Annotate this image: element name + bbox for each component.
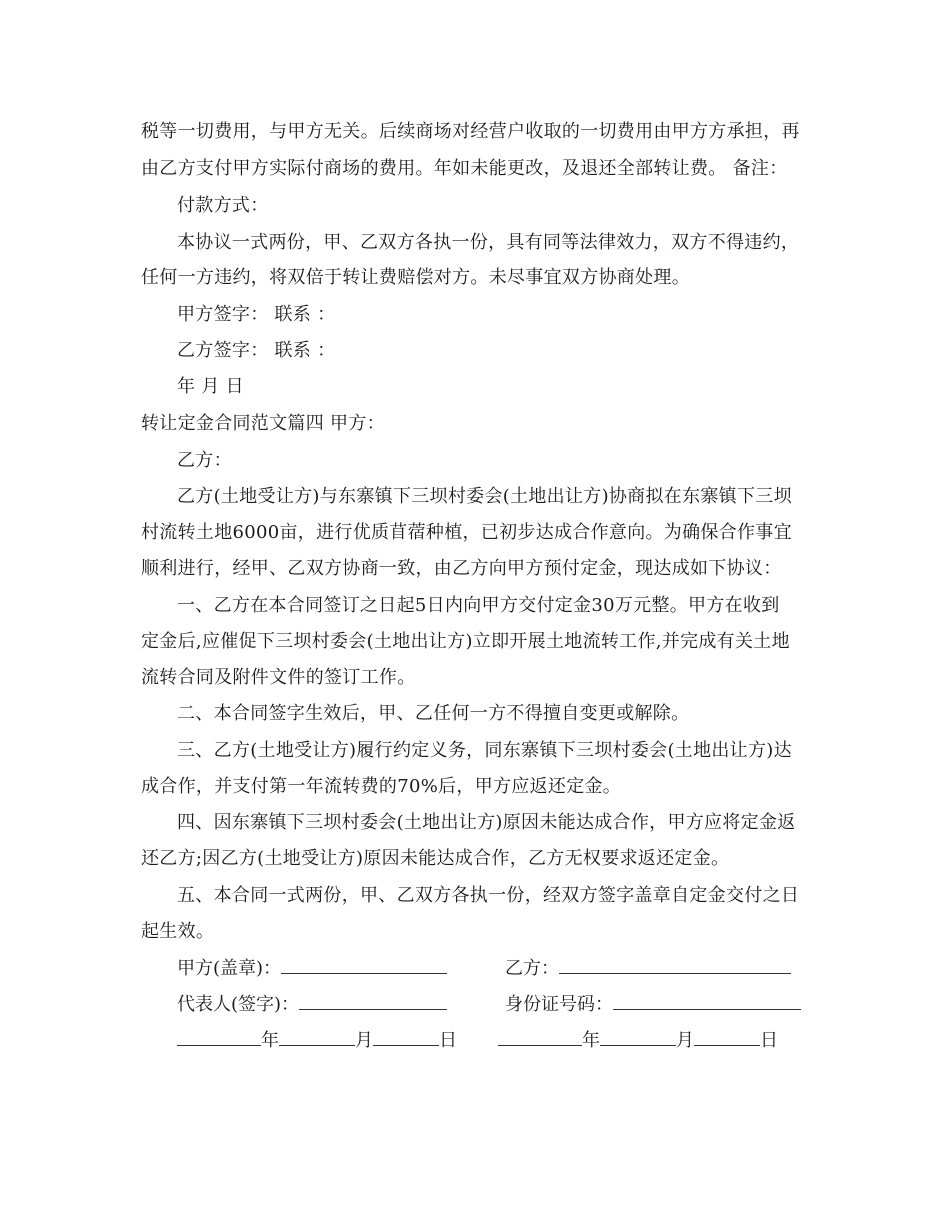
paragraph-line: 付款方式： (177, 195, 269, 216)
day-label: 日 (760, 1030, 778, 1051)
paragraph-line: 年 月 日 (177, 376, 244, 397)
representative-label: 代表人(签字)： (177, 994, 300, 1015)
id-number-label: 身份证号码： (505, 994, 613, 1015)
month-blank[interactable] (600, 1029, 676, 1046)
paragraph-line: 税等一切费用，与甲方无关。后续商场对经营户收取的一切费用由甲方方承担，再 (141, 121, 800, 142)
day-blank[interactable] (694, 1029, 760, 1046)
paragraph-line: 乙方： (177, 450, 232, 471)
date-field-right (498, 1029, 778, 1053)
paragraph-line: 甲方签字： 联系 ： (177, 304, 336, 325)
paragraph-line: 由乙方支付甲方实际付商场的费用。年如未能更改，及退还全部转让费。 备注： (141, 158, 788, 179)
party-b-blank[interactable] (559, 957, 791, 974)
party-a-seal-blank[interactable] (281, 957, 447, 974)
year-label: 年 (261, 1030, 279, 1051)
party-a-seal-label: 甲方(盖章)： (177, 958, 282, 979)
paragraph-line: 乙方(土地受让方)与东寨镇下三坝村委会(土地出让方)协商拟在东寨镇下三坝 (177, 486, 792, 507)
month-label: 月 (676, 1030, 694, 1051)
paragraph-line: 一、乙方在本合同签订之日起5日内向甲方交付定金30万元整。甲方在收到 (177, 595, 780, 616)
paragraph-line: 本协议一式两份，甲、乙双方各执一份，具有同等法律效力，双方不得违约， (177, 232, 800, 253)
paragraph-line: 村流转土地6000亩，进行优质苜蓿种植，已初步达成合作意向。为确保合作事宜 (141, 522, 792, 543)
party-a-seal-field (177, 957, 447, 981)
day-label: 日 (439, 1030, 457, 1051)
party-b-field (505, 957, 791, 981)
month-blank[interactable] (279, 1029, 355, 1046)
party-b-label: 乙方： (505, 958, 559, 979)
paragraph-line: 顺利进行，经甲、乙双方协商一致，由乙方向甲方预付定金，现达成如下协议： (141, 558, 782, 579)
representative-blank[interactable] (299, 993, 447, 1010)
paragraph-line: 流转合同及附件文件的签订工作。 (141, 667, 416, 688)
paragraph-line: 成合作，并支付第一年流转费的70%后，甲方应返还定金。 (141, 776, 622, 797)
paragraph-line: 三、乙方(土地受让方)履行约定义务，同东寨镇下三坝村委会(土地出让方)达 (177, 740, 792, 761)
paragraph-line: 起生效。 (141, 921, 215, 942)
paragraph-line: 乙方签字： 联系 ： (177, 340, 336, 361)
paragraph-line: 任何一方违约，将双倍于转让费赔偿对方。未尽事宜双方协商处理。 (141, 267, 690, 288)
day-blank[interactable] (373, 1029, 439, 1046)
paragraph-line: 定金后,应催促下三坝村委会(土地出让方)立即开展土地流转工作,并完成有关土地 (141, 631, 790, 652)
year-blank[interactable] (498, 1029, 582, 1046)
year-blank[interactable] (177, 1029, 261, 1046)
paragraph-line: 五、本合同一式两份，甲、乙双方各执一份，经双方签字盖章自定金交付之日 (177, 885, 800, 906)
section-heading: 转让定金合同范文篇四 甲方： (141, 413, 385, 434)
id-number-blank[interactable] (613, 993, 801, 1010)
date-field-left (177, 1029, 457, 1053)
paragraph-line: 四、因东寨镇下三坝村委会(土地出让方)原因未能达成合作，甲方应将定金返 (177, 812, 796, 833)
id-number-field (505, 993, 801, 1017)
representative-field (177, 993, 447, 1017)
year-label: 年 (582, 1030, 600, 1051)
paragraph-line: 还乙方;因乙方(土地受让方)原因未能达成合作，乙方无权要求返还定金。 (141, 848, 730, 869)
paragraph-line: 二、本合同签字生效后，甲、乙任何一方不得擅自变更或解除。 (177, 703, 690, 724)
month-label: 月 (355, 1030, 373, 1051)
